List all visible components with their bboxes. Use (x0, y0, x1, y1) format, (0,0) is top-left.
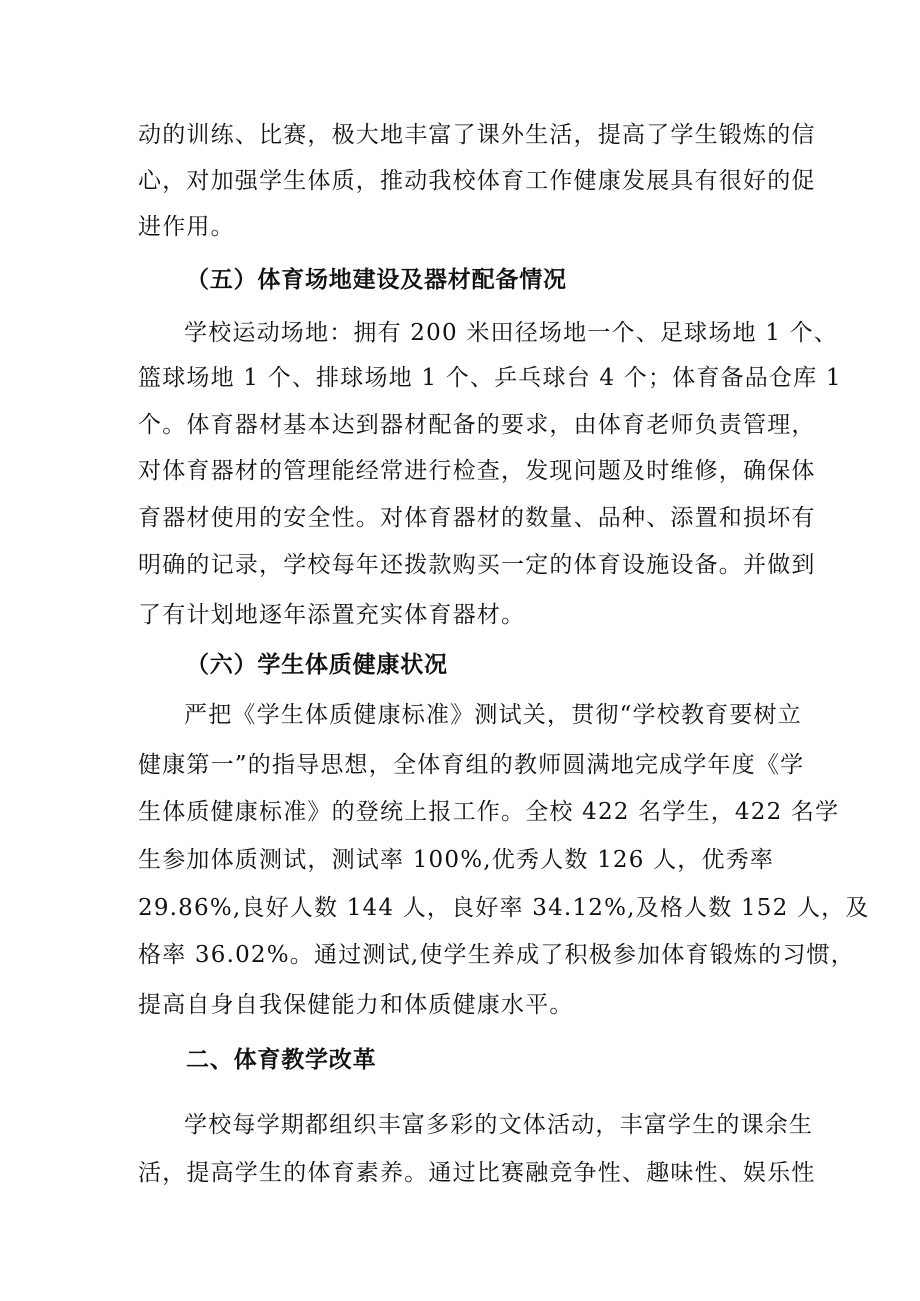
body-line: 篮球场地 1 个、排球场地 1 个、乒乓球台 4 个；体育备品仓库 1 (138, 365, 842, 391)
body-line: 了有计划地逐年添置充实体育器材。 (138, 602, 526, 628)
body-line: 进作用。 (138, 214, 235, 240)
body-line: 29.86%,良好人数 144 人，良好率 34.12%,及格人数 152 人，及 (138, 895, 870, 921)
body-line: 健康第一”的指导思想，全体育组的教师圆满地完成学年度《学 (138, 752, 805, 778)
body-line: 明确的记录，学校每年还拨款购买一定的体育设施设备。并做到 (138, 552, 816, 578)
body-line: 生参加体质测试，测试率 100%,优秀人数 126 人，优秀率 (138, 847, 775, 873)
body-line: 个。体育器材基本达到器材配备的要求，由体育老师负责管理， (138, 412, 816, 438)
part-2-heading: 二、体育教学改革 (186, 1047, 377, 1073)
section-5-heading: （五）体育场地建设及器材配备情况 (186, 267, 567, 293)
body-line: 严把《学生体质健康标准》测试关，贯彻“学校教育要树立 (184, 702, 802, 728)
body-line: 动的训练、比赛，极大地丰富了课外生活，提高了学生锻炼的信 (138, 122, 816, 148)
body-line: 育器材使用的安全性。对体育器材的数量、品种、添置和损坏有 (138, 505, 816, 531)
section-6-heading: （六）学生体质健康状况 (186, 652, 448, 678)
body-line: 心，对加强学生体质，推动我校体育工作健康发展具有很好的促 (138, 168, 816, 194)
body-line: 生体质健康标准》的登统上报工作。全校 422 名学生，422 名学 (138, 799, 840, 825)
body-line: 对体育器材的管理能经常进行检查，发现问题及时维修，确保体 (138, 458, 816, 484)
body-line: 提高自身自我保健能力和体质健康水平。 (138, 992, 574, 1018)
body-line: 学校运动场地：拥有 200 米田径场地一个、足球场地 1 个、 (184, 320, 838, 346)
body-line: 活，提高学生的体育素养。通过比赛融竞争性、趣味性、娱乐性 (138, 1160, 816, 1186)
body-line: 学校每学期都组织丰富多彩的文体活动，丰富学生的课余生 (184, 1112, 814, 1138)
body-line: 格率 36.02%。通过测试,使学生养成了积极参加体育锻炼的习惯， (138, 942, 855, 968)
